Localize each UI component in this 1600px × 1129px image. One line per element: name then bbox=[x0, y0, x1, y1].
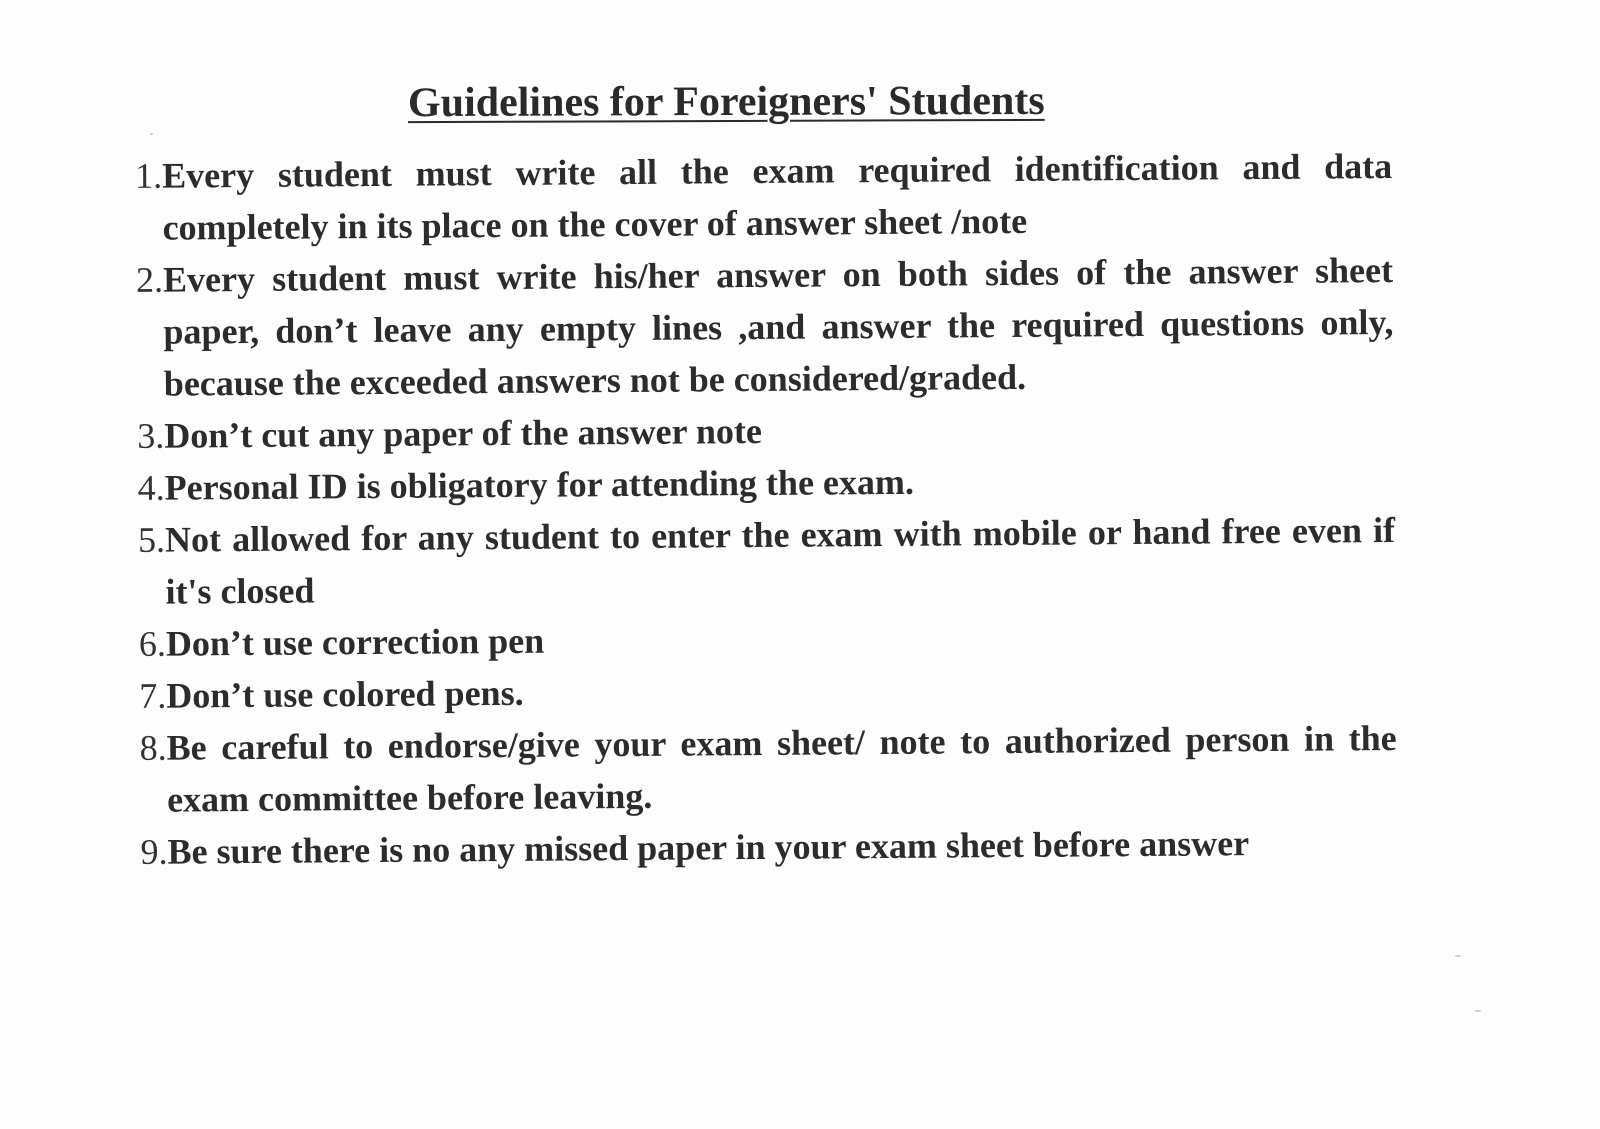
guideline-number: 1. bbox=[135, 155, 163, 196]
guideline-number: 5. bbox=[137, 519, 166, 560]
guideline-number: 3. bbox=[137, 415, 165, 456]
guideline-text: Personal ID is obligatory for attending the exam. bbox=[164, 461, 915, 508]
guideline-text: Not allowed for any student to enter the exam with mobile or hand free even if it's closed bbox=[164, 509, 1396, 612]
guideline-text: Every student must write all the exam required identification and data completely in its place on the cover of answer sheet /note bbox=[162, 146, 1393, 248]
guideline-number: 7. bbox=[139, 675, 167, 716]
guideline-text: Don’t cut any paper of the answer note bbox=[164, 410, 763, 456]
guidelines-list bbox=[120, 140, 1426, 878]
guideline-item-2 bbox=[121, 244, 1422, 410]
guideline-item-8 bbox=[124, 712, 1425, 826]
guideline-number: 2. bbox=[135, 259, 164, 300]
scan-speck bbox=[150, 133, 153, 135]
guideline-text: Don’t use colored pens. bbox=[166, 672, 524, 716]
scan-speck bbox=[1475, 1010, 1481, 1012]
guideline-number: 8. bbox=[139, 727, 167, 768]
guideline-text: Be sure there is no any missed paper in your exam sheet before answer bbox=[167, 823, 1250, 872]
scan-speck bbox=[1455, 955, 1461, 957]
guideline-number: 4. bbox=[137, 467, 165, 508]
document-title: Guidelines for Foreigners' Students bbox=[407, 77, 1045, 127]
guideline-text: Don’t use correction pen bbox=[165, 620, 545, 664]
guideline-number: 6. bbox=[138, 623, 167, 664]
guideline-number: 9. bbox=[140, 831, 168, 872]
guideline-item-1 bbox=[120, 140, 1421, 254]
guideline-text: Every student must write his/her answer on both sides of the answer sheet paper, don’t leave any empty lines ,and answer the required questions only, because the exceeded answers not be considered/graded. bbox=[162, 250, 1394, 404]
guideline-item-5 bbox=[123, 504, 1424, 618]
guideline-text: Be careful to endorse/give your exam sheet/ note to authorized person in the exam committee before leaving. bbox=[166, 717, 1397, 820]
guideline-item-9 bbox=[125, 816, 1425, 878]
